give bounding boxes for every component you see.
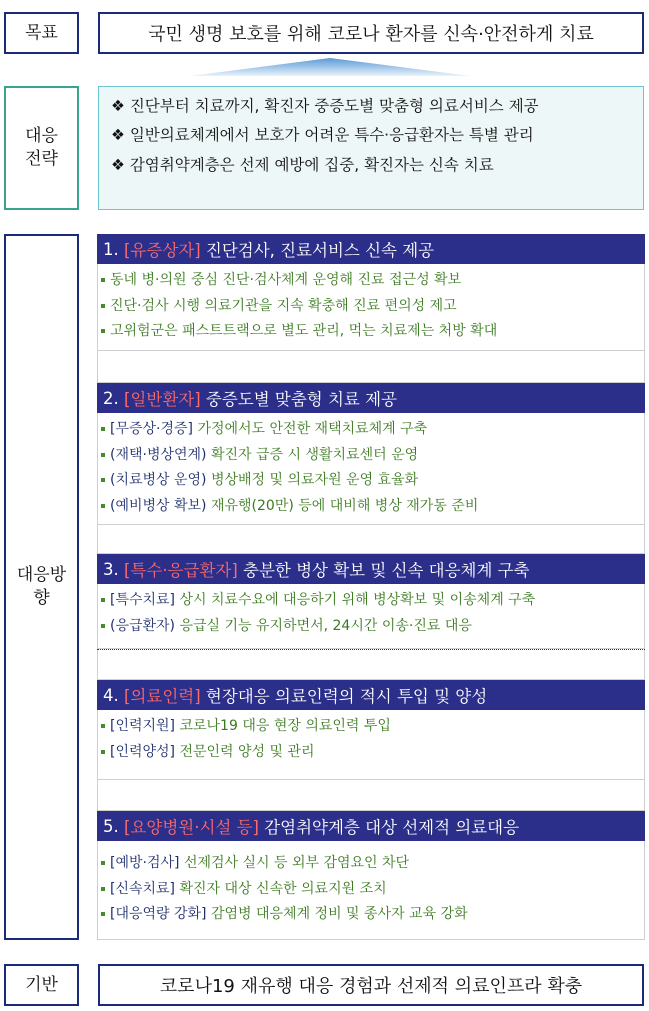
goal-statement: 국민 생명 보호를 위해 코로나 환자를 신속·안전하게 치료 (98, 12, 644, 54)
list-item: 동네 병·의원 중심 진단·검사체계 운영해 진료 접근성 확보 (98, 268, 644, 294)
goal-label: 목표 (25, 22, 58, 43)
section-1-header: 1. [유증상자] 진단검사, 진료서비스 신속 제공 (97, 234, 645, 264)
list-item: 진단·검사 시행 의료기관을 지속 확충해 진료 편의성 제고 (98, 294, 644, 320)
list-item: [특수치료] 상시 치료수요에 대응하기 위해 병상확보 및 이송체계 구축 (98, 588, 644, 614)
response-label-box (4, 234, 79, 940)
strategy-item: ❖ 진단부터 치료까지, 확진자 중증도별 맞춤형 의료서비스 제공 (111, 97, 539, 115)
section-1-body (97, 264, 645, 351)
section-4-body (97, 710, 645, 780)
list-item: (예비병상 확보) 재유행(20만) 등에 대비해 병상 재가동 준비 (98, 494, 644, 520)
response-label: 대응방 향 (16, 565, 67, 608)
strategy-item: ❖ 감염취약계층은 선제 예방에 집중, 확진자는 신속 치료 (111, 156, 494, 174)
list-item: (재택·병상연계) 확진자 급증 시 생활치료센터 운영 (98, 443, 644, 469)
strategy-label: 대응 전략 (25, 126, 58, 169)
section-spacer (97, 650, 645, 680)
list-item: [인력지원] 코로나19 대응 현장 의료인력 투입 (98, 714, 644, 740)
section-4-header: 4. [의료인력] 현장대응 의료인력의 적시 투입 및 양성 (97, 680, 645, 710)
list-item: (치료병상 운영) 병상배정 및 의료자원 운영 효율화 (98, 468, 644, 494)
section-3-header: 3. [특수·응급환자] 충분한 병상 확보 및 신속 대응체계 구축 (97, 554, 645, 584)
section-spacer (97, 780, 645, 811)
list-item: [예방·검사] 선제검사 실시 등 외부 감염요인 차단 (98, 851, 644, 877)
base-statement: 코로나19 재유행 대응 경험과 선제적 의료인프라 확충 (98, 964, 644, 1006)
goal-label-box (4, 12, 79, 54)
list-item: [인력양성] 전문인력 양성 및 관리 (98, 740, 644, 766)
list-item: [대응역량 강화] 감염병 대응체계 정비 및 종사자 교육 강화 (98, 902, 644, 928)
upward-arrow-icon (190, 58, 470, 76)
base-label: 기반 (25, 974, 58, 995)
section-2-header: 2. [일반환자] 중증도별 맞춤형 치료 제공 (97, 383, 645, 413)
list-item: (응급환자) 응급실 기능 유지하면서, 24시간 이송·진료 대응 (98, 614, 644, 640)
list-item: 고위험군은 패스트트랙으로 별도 관리, 먹는 치료제는 처방 확대 (98, 319, 644, 345)
strategy-item: ❖ 일반의료체계에서 보호가 어려운 특수·응급환자는 특별 관리 (111, 126, 534, 144)
list-item: [신속치료] 확진자 대상 신속한 의료지원 조치 (98, 877, 644, 903)
section-5-header: 5. [요양병원·시설 등] 감염취약계층 대상 선제적 의료대응 (97, 811, 645, 841)
strategy-label-box (4, 86, 79, 210)
strategy-box (98, 86, 644, 210)
list-item: [무증상·경증] 가정에서도 안전한 재택치료체계 구축 (98, 417, 644, 443)
section-5-body (97, 841, 645, 940)
section-3-body (97, 584, 645, 649)
section-spacer (97, 351, 645, 383)
base-label-box (4, 964, 79, 1006)
section-2-body (97, 413, 645, 525)
section-spacer (97, 525, 645, 554)
